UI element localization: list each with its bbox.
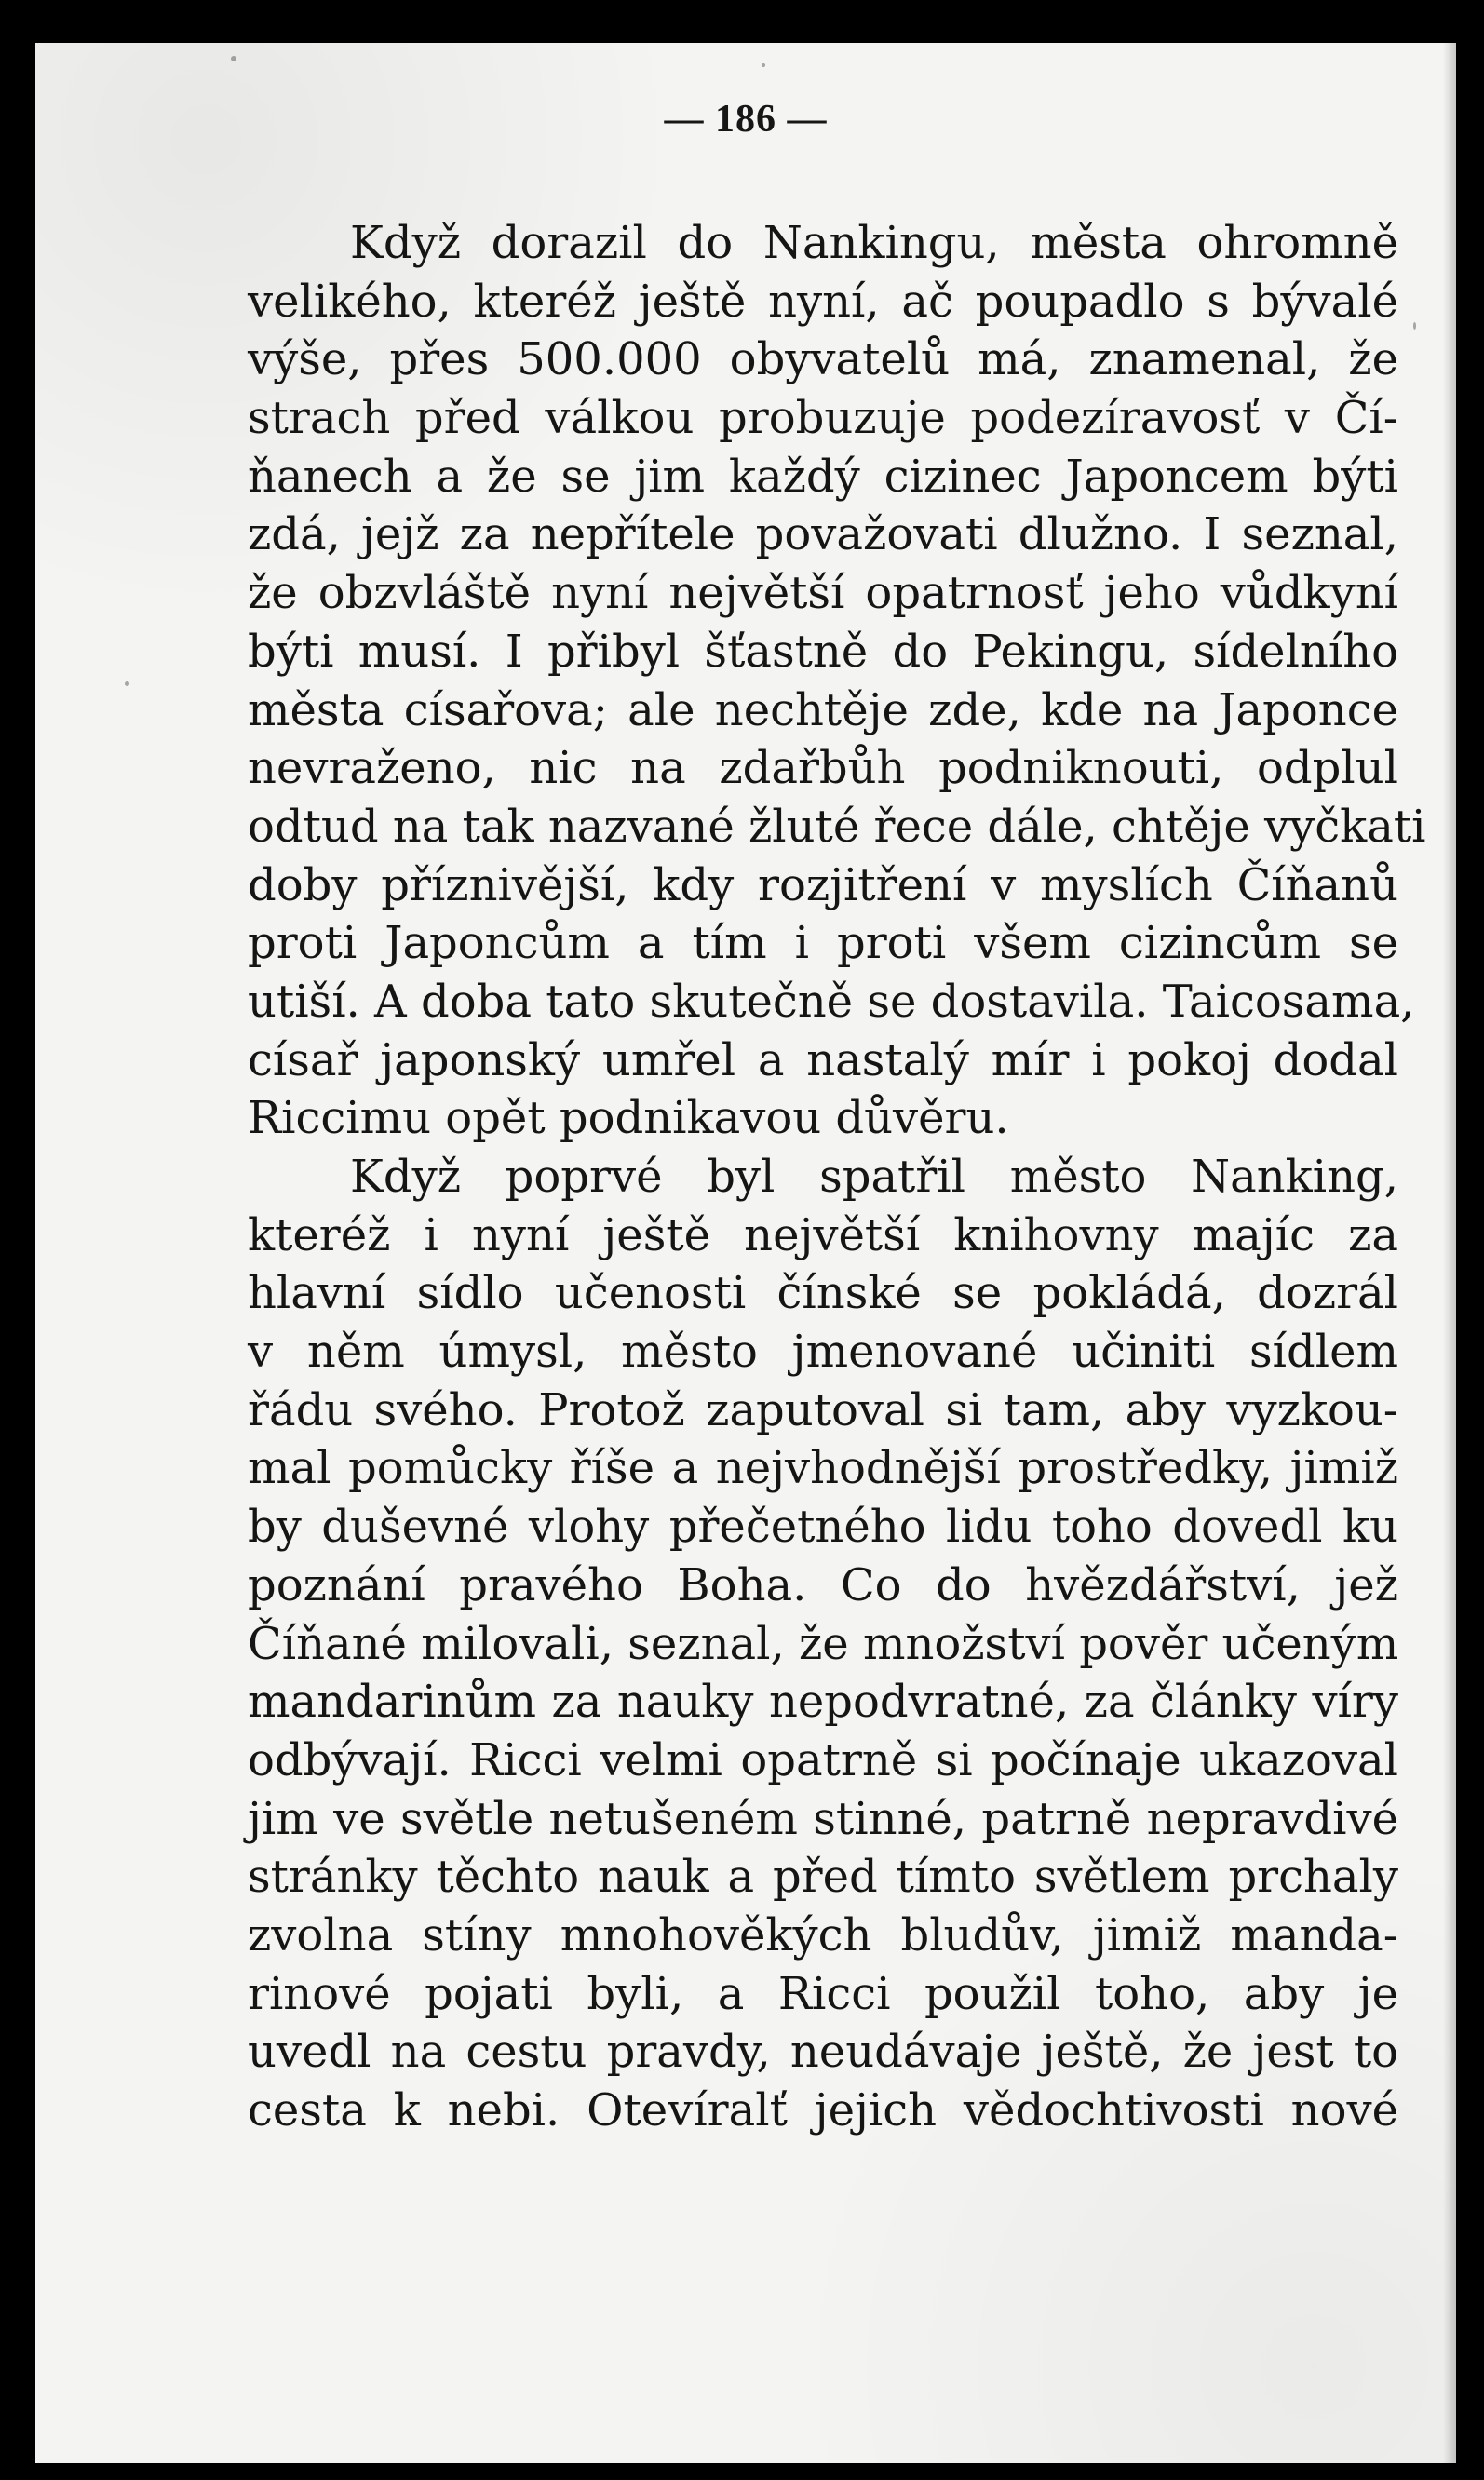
text-line: že obzvláště nyní největší opatrnosť jeho vůdkyní <box>248 567 1398 620</box>
text-line: poznání pravého Boha. Co do hvězdářství, jež <box>248 1558 1398 1611</box>
text-line: cesta k nebi. Otevíralť jejich vědochtivosti nové <box>248 2084 1398 2136</box>
text-line: rinové pojati byli, a Ricci použil toho, aby je <box>248 1967 1398 2020</box>
text-line: mal pomůcky říše a nejvhodnější prostředky, jimiž <box>248 1442 1398 1495</box>
text-line: proti Japoncům a tím i proti všem cizincům se <box>248 917 1398 970</box>
text-line: odbývají. Ricci velmi opatrně si počínaje ukazoval <box>248 1733 1398 1786</box>
text-line: Když poprvé byl spatřil město Nanking, <box>350 1151 1398 1203</box>
text-line: uvedl na cestu pravdy, neudávaje ještě, že jest to <box>248 2026 1398 2079</box>
text-line: zdá, jejž za nepřítele považovati dlužno. I seznal, <box>248 508 1398 561</box>
text-line: odtud na tak nazvané žluté řece dále, chtěje vyčkati <box>248 800 1426 853</box>
text-line: doby příznivější, kdy rozjitření v myslích Číňanů <box>248 858 1398 911</box>
text-line: města císařova; ale nechtěje zde, kde na Japonce <box>248 683 1398 736</box>
scan-speck <box>125 681 129 686</box>
text-line: Riccimu opět podnikavou důvěru. <box>248 1092 1009 1145</box>
text-line: nevraženo, nic na zdařbůh podniknouti, odplul <box>248 742 1398 795</box>
page-number: — 186 — <box>664 98 828 141</box>
text-line: kteréž i nyní ještě největší knihovny majíc za <box>248 1208 1398 1261</box>
text-line: hlavní sídlo učenosti čínské se pokládá, dozrál <box>248 1267 1398 1320</box>
text-line: řádu svého. Protož zaputoval si tam, aby vyzkou- <box>248 1383 1398 1436</box>
text-line: mandarinům za nauky nepodvratné, za články víry <box>248 1676 1398 1729</box>
text-line: Když dorazil do Nankingu, města ohromně <box>350 217 1398 269</box>
text-line: strach před válkou probuzuje podezíravosť v Čí- <box>248 392 1398 445</box>
book-page <box>35 43 1456 2463</box>
page-edge-shadow <box>1443 43 1456 2463</box>
text-line: velikého, kteréž ještě nyní, ač poupadlo s bývalé <box>248 275 1398 328</box>
scan-speck <box>1413 322 1416 330</box>
text-line: výše, přes 500.000 obyvatelů má, znamenal, že <box>248 333 1398 386</box>
text-line: císař japonský umřel a nastalý mír i pokoj dodal <box>248 1033 1398 1086</box>
text-line: zvolna stíny mnohověkých bludův, jimiž manda- <box>248 1908 1398 1961</box>
scan-speck <box>231 56 236 61</box>
text-line: ňanech a že se jim každý cizinec Japoncem býti <box>248 450 1398 503</box>
body-text <box>248 214 1426 2140</box>
text-line: Číňané milovali, seznal, že množství pověr učeným <box>248 1617 1399 1670</box>
text-line: v něm úmysl, město jmenované učiniti sídlem <box>248 1326 1398 1379</box>
text-line: jim ve světle netušeném stinné, patrně nepravdivé <box>248 1792 1398 1845</box>
text-line: býti musí. I přibyl šťastně do Pekingu, sídelního <box>248 625 1398 678</box>
text-line: by duševné vlohy přečetného lidu toho dovedl ku <box>248 1501 1398 1554</box>
text-line: stránky těchto nauk a před tímto světlem prchaly <box>248 1851 1398 1904</box>
text-line: utiší. A doba tato skutečně se dostavila. Taicosama, <box>248 975 1415 1028</box>
scan-speck <box>762 63 765 67</box>
